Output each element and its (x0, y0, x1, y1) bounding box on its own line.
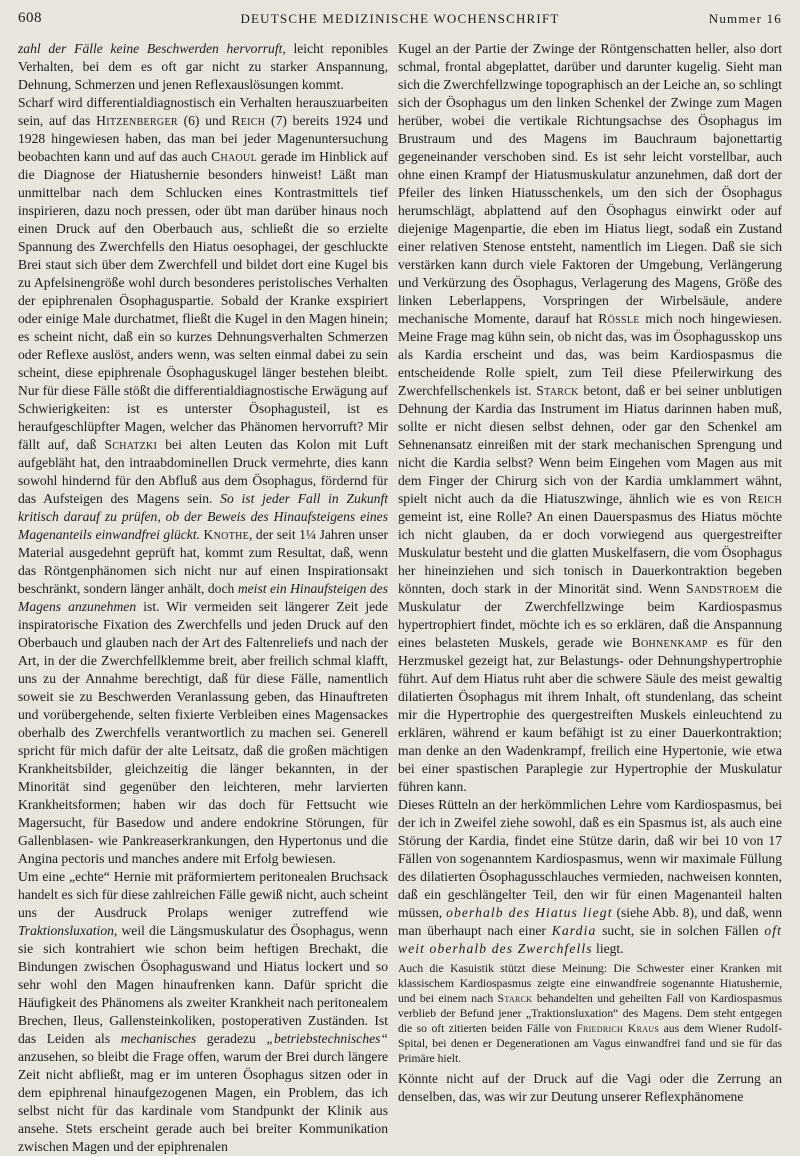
text: es für den Herzmuskel gezeigt hat, zur Belastungs- oder Dehnungshypertrophie führt. Auf dem Hiatus ruht aber die schwere Säule des meist gewaltig dilatierten Ösophagus mit ihrem Inhalt, oft stundenlang, das scheint mir die Hypertrophie des quergestreiften Muskels einleuchtend zu erklären, während er kaum befähigt ist zu einer Dauerkontraktion; man denke an den Wadenkrampf, freilich eine Hypertonie, wie etwa bei einer spastischen Paraplegie zur Hypertrophie der Muskulatur führen kann. (398, 635, 783, 794)
author-name: Reich (748, 491, 782, 506)
page-number: 608 (18, 10, 42, 26)
text: Dieses Rütteln an der herkömmlichen Lehre vom Kardiospasmus, bei der ich in Zweifel ziehe sowohl, daß es ein Spasmus ist, als auch eine Störung der Kardia, findet eine Stütze darin, daß wir bei 10 von 17 Fällen von sogenanntem Kardiospasmus, wenn wir maximale Füllung des dilatierten Ösophagusschlauches vermieden, nachweisen konnten, daß ein geschlängelter Teil, den wir für einen Magenanteil halten müssen, (398, 797, 782, 920)
right-column (398, 40, 782, 1106)
author-name: Chaoul (211, 149, 257, 164)
text: leicht reponibles Verhalten, bei dem es oft gar nicht zu starker Anspannung, Dehnung, Schmerzen und jenen Reflexauslösungen kommt. (18, 41, 388, 92)
paragraph (398, 40, 782, 796)
text: die Muskulatur der Zwerchfellzwinge beim Kardiospasmus hypertrophiert findet, möchte ich es so erklären, daß die Anspannung eines belasteten Muskels, gerade wie (398, 581, 782, 650)
text: Könnte nicht auf der Druck auf die Vagi oder die Zerrung an denselben, das, was wir zur Deutung unserer Reflexphänomene (398, 1071, 782, 1104)
emphasis: oberhalb des Hiatus liegt (446, 905, 613, 920)
emphasis: Traktionsluxation (18, 923, 114, 938)
text: bei alten Leuten das Kolon mit Luft aufgebläht hat, den intraabdominellen Druck vermehrte, dies kann sowohl hindernd für den Abfluß aus dem Ösophagus, fördernd für das Aufsteigen des Magens sein. (18, 437, 388, 506)
text: Um eine „echte“ Hernie mit präformiertem peritonealen Bruchsack handelt es sich für diese zahlreichen Fälle gewiß nicht, auch scheint uns der Ausdruck Prolaps weniger zutreffend wie (18, 869, 388, 920)
author-name: Sandstroem (686, 581, 759, 596)
journal-title: DEUTSCHE MEDIZINISCHE WOCHENSCHRIFT (240, 11, 560, 26)
small-print-paragraph (398, 961, 782, 1066)
emphasis: So ist jeder Fall in Zukunft kritisch darauf zu prüfen, ob der Beweis des Hinaufsteigens eines Magenanteils einwandfrei glückt. (18, 491, 388, 542)
text: mich noch hingewiesen. Meine Frage mag kühn sein, ob nicht das, was im Ösophagusskop uns als Kardia erscheint und das, was beim Kardiospasmus die entscheidende Rolle spielt, zum Teil diese Pfeilerwirkung des Zwerchfellschenkels ist. (398, 311, 782, 398)
author-name: Starck (497, 992, 533, 1005)
paragraph (398, 796, 782, 958)
issue-number: Nummer 16 (708, 11, 782, 26)
emphasis: oft weit oberhalb des Zwerchfells (398, 923, 782, 956)
author-name: Reich (231, 113, 266, 128)
text: , weil die Längsmuskulatur des Ösophagus, wenn sie sich kontrahiert wie schon beim heftigen Brechakt, die Bindungen zwischen Ösophaguswand und Hiatus lockert und so sehr wohl den Magen hinaufrenken kann. Dafür spricht die Häufigkeit des Phänomens als zweiter Krankheit nach peritonealem Brechen, Ileus, Gallensteinkoliken, postoperativen Zuständen. Ist das Leiden als (18, 923, 388, 1046)
text: betont, daß er bei seiner unblutigen Dehnung der Kardia das Instrument im Hiatus darinnen haben muß, sollte er nicht diesen selbst dehnen, oder gar den Schenkel am Sehnenansatz einreißen mit der stark mechanischen Sprengung und nicht die Kardia selbst? Wenn beim Eingehen vom Magen aus mit dem Finger der Chirurg sich von der Kardia umklammert wähnt, spielt nicht auch da die Hiatuszwinge, ähnlich wie es von (398, 383, 782, 506)
text: (7) bereits 1924 und 1928 hingewiesen haben, das man bei jeder Magenuntersuchung beobachten kann und auf das auch (18, 113, 389, 164)
left-column (18, 40, 388, 1156)
paragraph (18, 868, 388, 1156)
text: Kugel an der Partie der Zwinge der Röntgenschatten heller, also dort schmal, frontal abgeplattet, darüber und darunter kugelig. Sieht man sich die Zwerchfellzwinge topographisch an der Leiche an, so schlingt sich der Ösophagus um den linken Schenkel der Zwinge zum Magen herüber, wobei die vertikale Richtungsachse des Ösophagus im Brustraum und des Magens im Bauchraum bajonettartig gegeneinander verschoben sind. Es ist sehr leicht vorstellbar, auch ohne einen Krampf der Hiatusmuskulatur anzunehmen, daß dort der Pfeiler des linken Hiatusschenkels, um den sich der Ösophagus herumschlägt, abplattend auf den Ösophagus einwirkt oder auf diejenige Magenpartie, die eben im Hiatus liegt, sodaß ein Zustand einer relativen Stenose entsteht, namentlich im Liegen. Daß sie sich verstärken kann durch viele Faktoren der Umgebung, Verlängerung und Verkürzung des Ösophagus, Verlagerung des Magens, Größe des linken Leberlappens, Vorspringen der Wirbelsäule, andere mechanische Momente, darauf hat (398, 41, 782, 326)
emphasis: „betriebstechnisches“ (266, 1031, 388, 1046)
text: gerade im Hinblick auf die Diagnose der Hiatushernie besonders hinweist! Läßt man unmittelbar nach dem Schlucken eines Kontrastmittels tief inspirieren, dazu noch pressen, oder übt man darüber hinaus noch einen Druck auf den Oberbauch aus, schließt die so erzielte Spannung des Zwerchfells den Hiatus oesophagei, der geschluckte Brei staut sich über dem Zwerchfell und bildet dort eine Kugel bis zu Apfelsinengröße wohl durch besonderes peristolisches Verhalten der epiphrenalen Ösophaguspartie. Sobald der Kranke exspiriert oder einige Male durchatmet, fließt die Kugel in den Magen hinein; es scheint nicht, daß ein so kurzes Dehnungsverhalten Schmerzen oder Reflexe auslöst, anders wenn, was selten einmal dabei zu sein scheint, diese epiphrenale Ösophaguskugel länger bestehen bleibt. Nur für diese Fälle stößt die differentialdiagnostische Erwägung auf Schwierigkeiten: ist es unterster Ösophagusteil, ist es heraufgeschlüpfter Magen, welcher das Phänomen hervorruft? Mir fällt auf, daß (18, 149, 388, 452)
text: Scharf wird differentialdiagnostisch ein Verhalten herauszuarbeiten sein, auf das (18, 95, 388, 128)
author-name: Knothe (203, 527, 250, 542)
text: (siehe Abb. 8), und daß, wenn man überhaupt nach einer (398, 905, 782, 938)
text: aus dem Wiener Rudolf-Spital, bei denen er Degenerationen am Vagus einwandfrei fand und sie für das Primäre hielt. (398, 1022, 782, 1065)
text: , der seit 1¼ Jahren unser Material ausgedehnt geprüft hat, kommt zum Resultat, daß, wenn das Röntgenphänomen sich nicht nur auf einen Inspirationsakt beschränkt, sondern länger anhält, doch (18, 527, 389, 596)
author-name: Hitzenberger (96, 113, 178, 128)
author-name: Schatzki (104, 437, 158, 452)
text: gemeint ist, eine Rolle? An einen Dauerspasmus des Hiatus möchte ich nicht glauben, da er doch vorwiegend aus quergestreifter Muskulatur besteht und die glatten Muskelfasern, die vom Ösophagus her hineinziehen und sich tonisch in Dauerkontraktion begeben könnten, doch stark in der Minorität sind. Wenn (398, 509, 782, 596)
text: liegt. (592, 941, 624, 956)
author-name: Friedrich Kraus (576, 1022, 660, 1035)
emphasis: mechanisches (120, 1031, 197, 1046)
author-name: Starck (536, 383, 579, 398)
text: geradezu (196, 1031, 267, 1046)
emphasis: zahl der Fälle keine Beschwerden hervorruft, (18, 41, 286, 56)
author-name: Rössle (598, 311, 640, 326)
author-name: Bohnenkamp (631, 635, 708, 650)
text: sucht, sie in solchen Fällen (596, 923, 765, 938)
page-header (18, 10, 782, 30)
text: anzusehen, so bleibt die Frage offen, warum der Brei durch längere Zeit nicht abfließt, mag er im unteren Ösophagus sitzen oder in dem epiphrenal hinaufgezogenen Magen, ein Problem, das ich selbst nicht für das kardinale vom Standpunkt der Klinik aus ansehe. Stets erscheint gerade auch bei breiter Kommunikation zwischen Magen und der epiphrenalen (18, 1049, 388, 1154)
emphasis: Kardia (551, 923, 597, 938)
paragraph (18, 94, 388, 868)
text: Auch die Kasuistik stützt diese Meinung: Die Schwester einer Kranken mit klassischem Kardiospasmus zeigte eine einwandfreie sogenannte Hiatushernie, und bei einem nach (398, 962, 782, 1005)
text: behandelten und geheilten Fall von Kardiospasmus verblieb der Befund jener „Traktionsluxation“ des Magens. Dem steht entgegen die so oft zitierten beiden Fälle von (398, 992, 782, 1035)
paragraph (18, 40, 388, 94)
emphasis: meist ein Hinaufsteigen des Magens anzunehmen (18, 581, 388, 614)
text: (6) und (177, 113, 232, 128)
text: ist. Wir vermeiden seit längerer Zeit jede inspiratorische Fixation des Zwerchfells und jeden Druck auf den Oberbauch und glauben nach der Art des Faltenreliefs und nach der Art, in der die Zwerchfellklemme breit, aber freilich schmal klafft, uns zu der Annahme berechtigt, daß für diese Fälle, namentlich soweit sie zu Beschwerden Veranlassung geben, das Hinauftreten und vorübergehende, selten fixierte Verbleiben eines Magensackes oberhalb des Zwerchfells verantwortlich zu machen sei. Generell spricht für mich dafür der alte Leitsatz, daß die großen mächtigen Krankheitsbilder, gleichzeitig die länger bekannten, in der Minorität sind gegenüber den leichteren, mehr larvierten Krankheitsformen; haben wir das doch für Fettsucht wie Magersucht, für Basedow und andere endokrine Störungen, für Gallenblasen- wie Pankreaserkrankungen, den Hypertonus und die Angina pectoris und manches andere mit Erfolg bewiesen. (18, 599, 388, 866)
